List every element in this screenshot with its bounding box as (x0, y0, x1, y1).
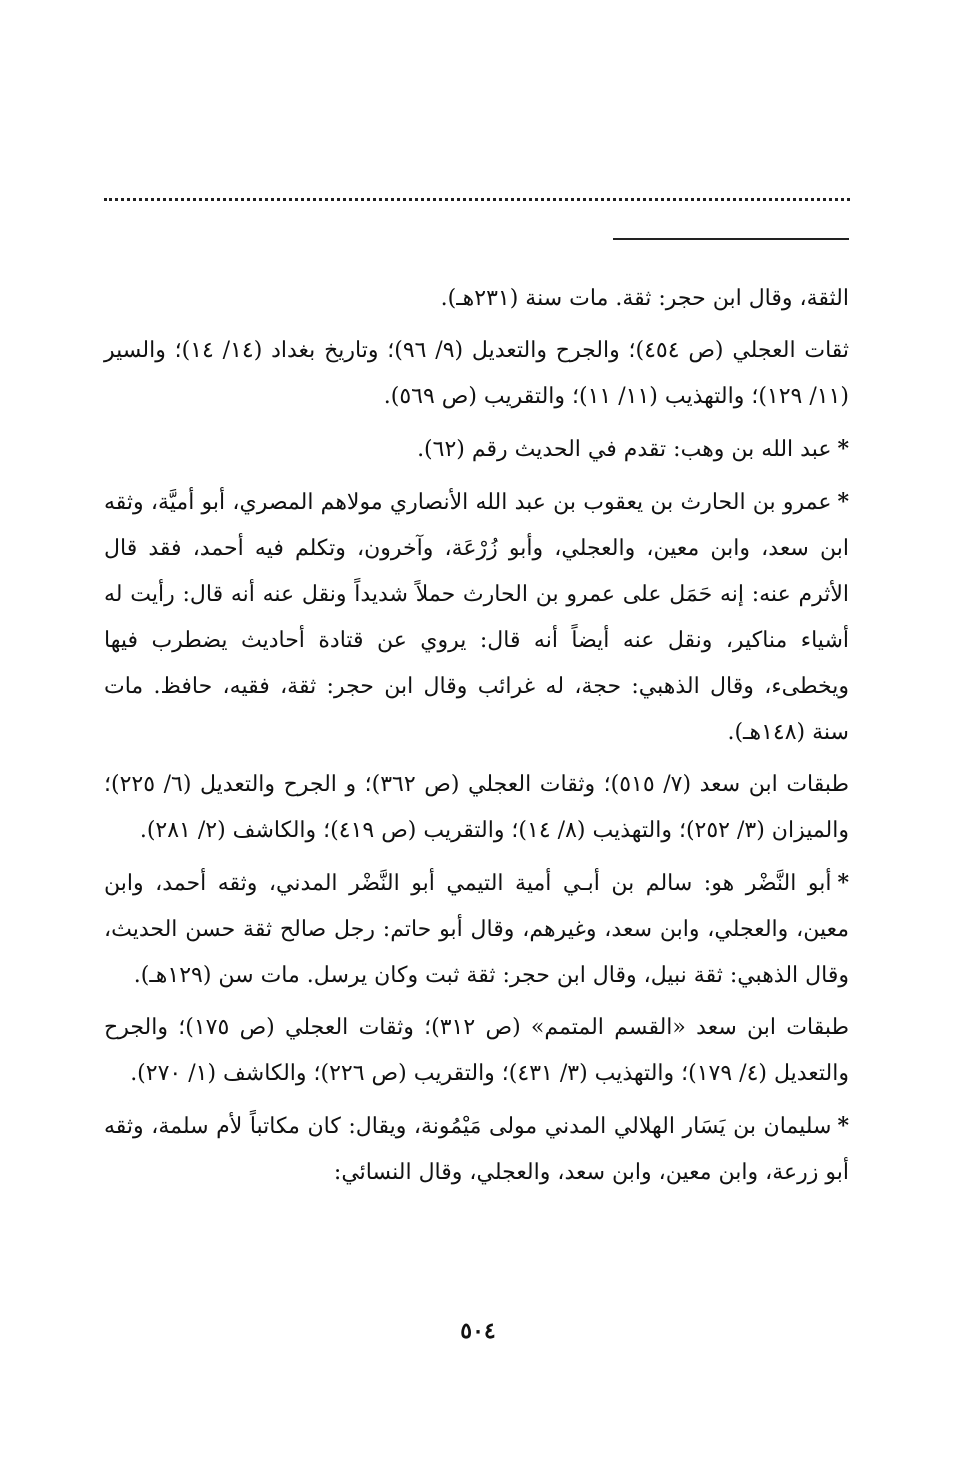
bullet-star: * (837, 436, 849, 462)
footnote-paragraph (104, 860, 849, 999)
footnote-paragraph (104, 762, 849, 854)
footnote-text: ثقات العجلي (ص ٤٥٤)؛ والجرح والتعديل (٩/ ٩٦)؛ وتاريخ بغداد (١٤/ ١٤)؛ والسير (١١/ ١٢٩)؛ والتهذيب (١١/ ١١)؛ والتقريب (ص ٥٦٩). (104, 338, 850, 409)
footnotes-block (104, 276, 849, 1196)
footnote-text: طبقات ابن سعد «القسم المتمم» (ص ٣١٢)؛ وثقات العجلي (ص ١٧٥)؛ والجرح والتعديل (٤/ ١٧٩)؛ والتهذيب (٣/ ٤٣١)؛ والتقريب (ص ٢٢٦)؛ والكاشف (١/ ٢٧٠). (104, 1015, 849, 1086)
bullet-star: * (837, 489, 849, 515)
footnote-text: سليمان بن يَسَار الهلالي المدني مولى مَيْمُونة، ويقال: كان مكاتباً لأم سلمة، وثقه أبو زرعة، وابن معين، وابن سعد، والعجلي، وقال النسائي: (104, 1114, 849, 1185)
footnote-text: الثقة، وقال ابن حجر: ثقة. مات سنة (٢٣١هـ). (440, 286, 849, 311)
footnote-text: طبقات ابن سعد (٧/ ٥١٥)؛ وثقات العجلي (ص ٣٦٢)؛ و الجرح والتعديل (٦/ ٢٢٥)؛ والميزان (٣/ ٢٥٢)؛ والتهذيب (٨/ ١٤)؛ والتقريب (ص ٤١٩)؛ والكاشف (٢/ ٢٨١). (104, 772, 850, 843)
footnote-text: عبد الله بن وهب: تقدم في الحديث رقم (٦٢). (417, 437, 832, 462)
footnote-text: أبو النَّضْر هو: سالم بن أبـي أمية التيمي أبو النَّضْر المدني، وثقه أحمد، وابن معين، والعجلي، وابن سعد، وغيرهم، وقال أبو حاتم: رجل صالح ثقة حسن الحديث، وقال الذهبي: ثقة نبيل، وقال ابن حجر: ثقة ثبت وكان يرسل. مات سن (١٢٩هـ). (104, 871, 849, 988)
footnote-paragraph (104, 1103, 849, 1196)
page-number: ٥٠٤ (460, 1318, 496, 1344)
bullet-star: * (837, 1113, 849, 1139)
dotted-separator (104, 198, 850, 201)
footnote-paragraph (104, 1005, 849, 1097)
bullet-star: * (837, 870, 849, 896)
footnote-paragraph (104, 276, 849, 322)
footnote-text: عمرو بن الحارث بن يعقوب بن عبد الله الأنصاري مولاهم المصري، أبو أميَّة، وثقه ابن سعد، وابن معين، والعجلي، وأبو زُرْعَة، وآخرون، وتكلم فيه أحمد، فقد قال الأثرم عنه: إنه حَمَل على عمرو بن الحارث حملاً شديداً ونقل عنه أنه قال: رأيت له أشياء مناكير، ونقل عنه أيضاً أنه قال: يروي عن قتادة أحاديث يضطرب فيها ويخطىء، وقال الذهبي: حجة، له غرائب وقال ابن حجر: ثقة، فقيه، حافظ. مات سنة (١٤٨هـ). (104, 490, 849, 745)
footnote-paragraph (104, 328, 849, 420)
footnote-paragraph (104, 479, 849, 756)
footnote-paragraph (104, 426, 849, 473)
footnote-rule (613, 238, 849, 240)
